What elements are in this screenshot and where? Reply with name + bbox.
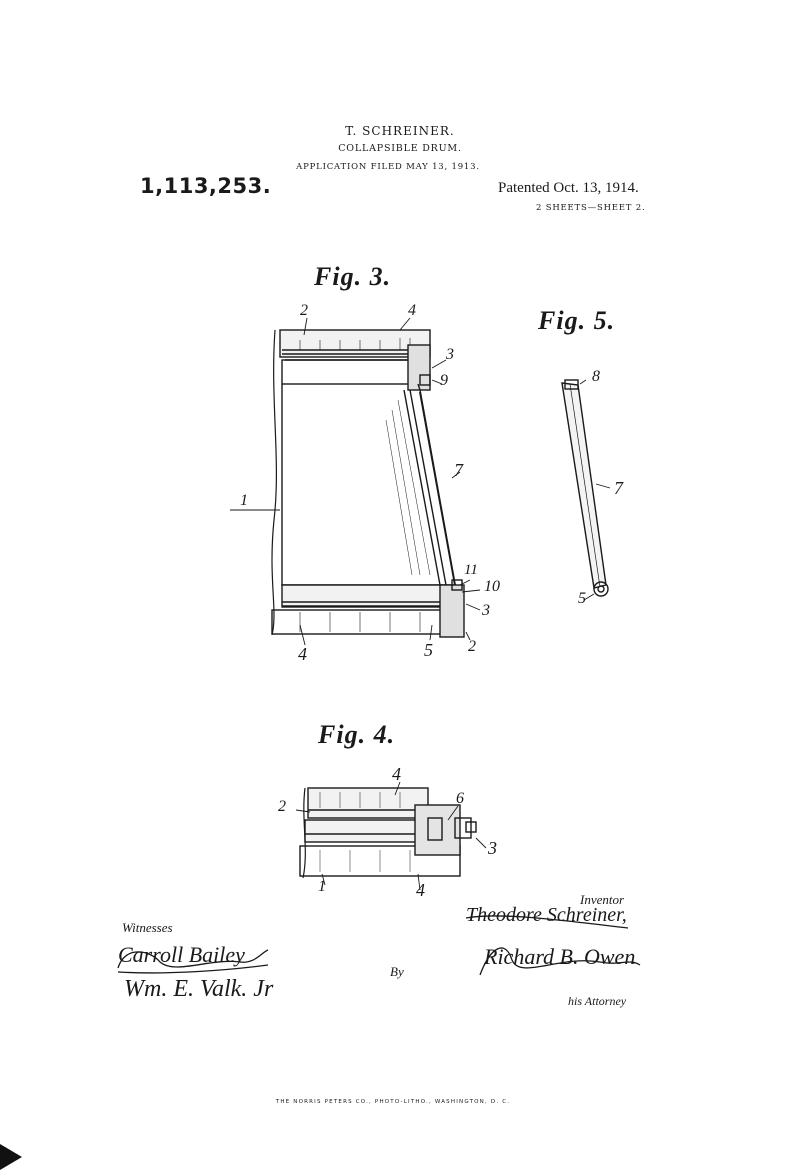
fig4-label: Fig. 4. (318, 720, 396, 749)
fig3-ref-4-top: 4 (408, 302, 416, 319)
sheet-count: 2 SHEETS—SHEET 2. (536, 203, 646, 213)
inventor-label: Inventor (580, 892, 625, 907)
fig4-ref-3: 3 (488, 838, 497, 858)
patented-date: Patented Oct. 13, 1914. (498, 180, 639, 196)
fig3-ref-9: 9 (440, 372, 448, 389)
fig4-ref-4-top: 4 (392, 764, 401, 784)
fig4-ref-4-bottom: 4 (416, 880, 425, 900)
fig5-drawing (562, 380, 610, 600)
fig3-ref-11: 11 (464, 562, 478, 578)
attorney-label: his Attorney (568, 994, 627, 1008)
fig3-ref-10: 10 (484, 578, 500, 595)
by-label: By (390, 964, 404, 979)
patent-number: 1,113,253. (140, 174, 272, 198)
fig5-ref-8: 8 (592, 368, 600, 385)
fig5-label: Fig. 5. (538, 306, 616, 335)
witness-signature-2: Wm. E. Valk. Jr (124, 976, 274, 1002)
patent-title: COLLAPSIBLE DRUM. (338, 143, 462, 154)
fig3-ref-4-bottom: 4 (298, 644, 307, 664)
inventor-signature: Theodore Schreiner, (466, 904, 627, 926)
fig3-ref-2-bottom: 2 (468, 638, 476, 655)
fig4-ref-2: 2 (278, 798, 286, 815)
fig3-ref-3-bottom: 3 (482, 602, 490, 619)
witnesses-label: Witnesses (122, 920, 173, 935)
fig4-ref-1: 1 (318, 878, 326, 895)
fig3-ref-3-top: 3 (446, 346, 454, 363)
fig3-ref-5: 5 (424, 640, 433, 660)
fig3-ref-2-top: 2 (300, 302, 308, 319)
application-filed-line: APPLICATION FILED MAY 13, 1913. (296, 162, 480, 172)
fig3-drawing (230, 318, 480, 645)
fig3-label: Fig. 3. (314, 262, 392, 291)
fig4-ref-6: 6 (456, 790, 464, 807)
fig3-ref-1: 1 (240, 492, 248, 509)
page-corner-arrow-icon (0, 1144, 22, 1170)
attorney-signature: Richard B. Owen (484, 944, 636, 969)
witness-signature-1: Carroll Bailey (118, 942, 245, 967)
fig5-ref-5: 5 (578, 590, 586, 607)
fig5-ref-7: 7 (614, 478, 623, 498)
printer-imprint: THE NORRIS PETERS CO., PHOTO-LITHO., WASHINGTON, D. C. (275, 1099, 511, 1105)
fig3-ref-7: 7 (454, 460, 463, 480)
inventor-name-header: T. SCHREINER. (345, 124, 455, 138)
